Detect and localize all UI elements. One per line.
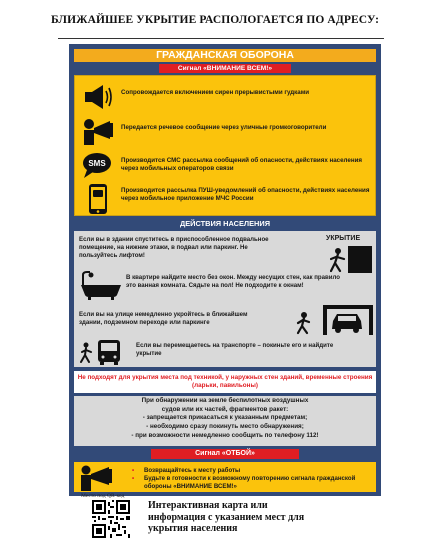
parking-shelter-icon	[296, 303, 374, 335]
shelter-label: УКРЫТИЕ	[326, 235, 361, 242]
svg-text:SMS: SMS	[88, 159, 106, 168]
otboy-item: Возвращайтесь к месту работы	[144, 467, 241, 474]
megaphone-icon	[79, 463, 117, 491]
alert-methods-panel	[74, 75, 376, 216]
alert-row	[81, 82, 371, 112]
qr-caption: Место под QR-код	[81, 493, 125, 499]
alert-row	[81, 149, 371, 181]
megaphone-icon	[81, 115, 115, 147]
alert-row	[81, 183, 371, 215]
sms-icon	[81, 149, 115, 181]
bullet-icon: •	[132, 467, 135, 474]
drone-line: - при возможности немедленно сообщить по телефону 112!	[131, 431, 319, 439]
smartphone-icon	[81, 183, 115, 215]
interactive-map-info: Интерактивная карта или информация с указанием мест для укрытия населения	[148, 500, 305, 534]
bathtub-icon	[80, 271, 122, 301]
action-transport-text: Если вы перемещаетесь на транспорте – покиньте его и найдите укрытие	[136, 342, 334, 357]
alert-text: Производится рассылка ПУШ-уведомлений об опасности, действиях населения через мобильное приложение МЧС России	[121, 187, 370, 202]
signal-attention-banner: Сигнал «ВНИМАНИЕ ВСЕМ!»	[159, 64, 291, 73]
otboy-item: Будьте в готовности к возможному повторению сигнала гражданской обороны «ВНИМАНИЕ ВСЕМ!»	[144, 475, 356, 490]
drone-instructions	[74, 396, 376, 446]
alert-text: Сопровождается включением сирен прерывистыми гудками	[121, 89, 310, 96]
qr-code[interactable]	[92, 500, 130, 538]
drone-line: судов или их частей, фрагментов ракет:	[161, 405, 289, 413]
signal-otboy-banner: Сигнал «ОТБОЙ»	[151, 449, 299, 459]
action-building-text: Если вы в здании спуститесь в приспособленное подвальное помещение, на нижние этажи, в подвал или паркинг. Не пользуйтесь лифтом!	[79, 236, 269, 259]
address-line	[58, 38, 384, 39]
actions-header: ДЕЙСТВИЯ НАСЕЛЕНИЯ	[74, 218, 376, 230]
drone-line: - необходимо сразу покинуть место обнаружения;	[146, 423, 304, 431]
action-street-text: Если вы на улице немедленно укройтесь в ближайшем здании, подземном переходе или паркинге	[79, 311, 248, 326]
drone-line: При обнаружении на земле беспилотных воздушных	[141, 397, 309, 404]
bus-exit-icon	[80, 339, 124, 365]
otboy-panel	[74, 462, 376, 492]
civil-defense-poster	[69, 44, 381, 496]
poster-header: ГРАЖДАНСКАЯ ОБОРОНА	[74, 49, 376, 62]
action-apartment-text: В квартире найдите место без окон. Между несущих стен, как правило это ванная комната. Сядьте на пол! Не подходите к окнам!	[126, 274, 341, 289]
alert-text: Передается речевое сообщение через уличные громкоговорители	[121, 124, 327, 131]
actions-panel	[74, 231, 376, 367]
shelter-address-title: БЛИЖАЙШЕЕ УКРЫТИЕ РАСПОЛОГАЕТСЯ ПО АДРЕСУ:	[50, 14, 380, 26]
alert-text: Производится СМС рассылка сообщений об опасности, действиях населения через мобильных операторов связи	[121, 157, 363, 172]
drone-line: - запрещается прикасаться к указанным предметам;	[142, 414, 308, 422]
bullet-icon: •	[132, 475, 135, 482]
alert-row	[81, 115, 371, 147]
shelter-entrance-icon	[330, 244, 374, 274]
unsuitable-places-warning: Не подходят для укрытия места под техникой, у наружных стен зданий, временные строения (ларьки, павильоны)	[74, 371, 376, 393]
siren-icon	[81, 82, 115, 114]
